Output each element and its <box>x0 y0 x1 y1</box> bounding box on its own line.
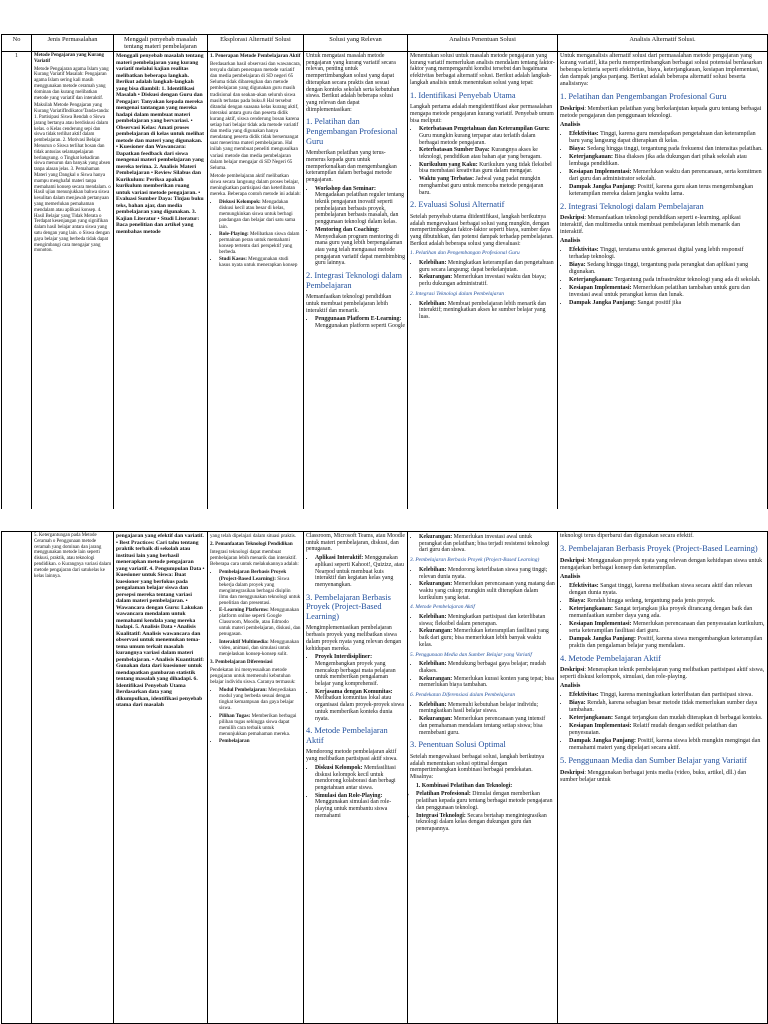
cell-menggali-penyebab <box>114 532 208 1024</box>
list-item <box>419 260 555 273</box>
cell-analisis-alternatif <box>558 532 768 1024</box>
description <box>560 667 765 681</box>
solution-list <box>210 569 301 656</box>
list-item <box>419 581 555 601</box>
section-heading: 1. Pelatihan dan Pengembangan Profesional Guru <box>560 92 727 101</box>
item-text: Membuat pembelajaran lebih menarik dan interaktif; meningkatkan akses ke sumber belajar yang luas. <box>419 300 547 320</box>
item-name: Efektivitas: <box>569 582 599 589</box>
item-text: Bisa diakses jika ada dukungan dari pihak sekolah atau lembaga pendidikan. <box>569 153 747 167</box>
item-name: Kerjasama dengan Komunitas: <box>315 688 393 695</box>
item-name: Keterjangkauan: <box>569 605 613 612</box>
item-text: Sedang hingga tinggi, tergantung pada perangkat dan aplikasi yang digunakan. <box>569 262 749 276</box>
item-text: Memerlukan perencanaan dan penyesuaian kurikulum, serta keterampilan fasilitasi dari guru. <box>569 620 765 634</box>
item-name: Keterbatasan Pengetahuan dan Keterampilan Guru: <box>419 126 550 133</box>
item-text: Positif, karena guru akan terus mengembangkan keterampilan mereka dalam jangka waktu lama. <box>569 183 754 197</box>
solution-paragraph: Integrasi teknologi dapat membuat pembelajaran lebih menarik dan interaktif. Beberapa cara untuk melakukannya adalah: <box>210 549 299 568</box>
section-paragraph: Memberikan pelatihan yang terus-menerus kepada guru untuk memperkenalkan dan mengembangkan keterampilan dalam berbagai metode pengajaran. <box>306 150 397 183</box>
list-item <box>569 715 765 722</box>
item-name: Dampak Jangka Panjang: <box>569 183 637 190</box>
item-text: Meningkatkan partisipasi dan keterlibatan siswa; fleksibel dalam penerapan. <box>419 614 546 627</box>
cell-analisis-penentuan <box>408 532 558 1024</box>
item-name: Dampak Jangka Panjang: <box>569 635 637 642</box>
item-text: Menyediakan program mentoring di mana guru yang lebih berpengalaman atau yang telah menguasai metode pengajaran variatif dapat membimbing guru lainnya. <box>315 233 405 267</box>
item-text: Meningkatkan keterampilan dan pengetahuan guru secara langsung; dapat berkelanjutan. <box>419 260 554 273</box>
section-heading: 2. Evaluasi Solusi Alternatif <box>410 200 505 210</box>
problem-indicators: Maksilah Metode Pengajaran yang Kurang VariatifIndikator/Tanda-tanda: 1. Partisipasi Siswa Rendah o Siswa jarang bertanya atau berdiskusi dalam kelas. o Kelas cenderung sepi dan siswa tidak terlihat aktif dalam pembelajaran. 2. Motivasi Belajar Menurun o Siswa terlihat bosan dan tidak antusias selamapelajaran berlangsung. o Tingkat kehadiran siswa menurun dan banyak yang absen tanpa alasan jelas. 3. Pemahaman Materi yang Dangkal o Siswa hanya mampu menghafal materi tanpa memahami konsep secara mendalam. o Hasil ujian menunjukkan bahwa siswa kesulitan dalam menjawab pertanyaan yang memerlukan pemahaman mendalam atau aplikasi konsep. 4. Hasil Belajar yang Tidak Merata o Terdapat kesenjangan yang signifikan dalam hasil belajar antara siswa yang satu dengan yang lain. o Siswa dengan gaya belajar yang berbeda tidak dapat mengimbangi cara mengajar yang monoton. <box>34 103 111 254</box>
section-heading: 3. Pembelajaran Berbasis Proyek (Project-Based Learning) <box>560 544 758 553</box>
problem-description: Metode Pengajaran agama Islam yang Kurang Variatif Masalah: Pengajaran agama Islam sering kali masih menggunakan metode ceramah yang dominan dan kurang melibatkan metode yang variatif dan interaktif. <box>34 66 109 101</box>
item-name: Mentoring dan Coaching: <box>315 226 380 233</box>
document-page-1 <box>0 34 768 509</box>
criteria-list <box>560 583 765 650</box>
section-paragraph: Mengimplementasikan pembelajaran berbasis proyek yang melibatkan siswa dalam proyek nyata yang relevan dengan kehidupan mereka. <box>306 625 402 652</box>
header-jenis-permasalahan: Jenis Permasalahan <box>32 35 114 52</box>
item-text: Mendukung berbagai gaya belajar; mudah diakses. <box>419 661 546 674</box>
pros-cons-list <box>410 260 555 288</box>
list-item <box>569 692 765 699</box>
relevant-list <box>306 186 405 267</box>
list-item <box>315 765 405 792</box>
list-item <box>315 555 405 589</box>
item-name: Kelebihan: <box>419 566 447 573</box>
alternative-intro: Untuk menganalisis alternatif solusi dari permasalahan metode pengajaran yang kurang variatif, kita perlu mempertimbangkan berbagai solusi potensial berdasarkan beberapa kriteria seperti efektivitas, biaya, keterjangkauan, kesiapan implementasi, dan dampak jangka panjang. Berikut adalah beberapa alternatif solusi beserta analisisnya: <box>560 53 763 87</box>
item-text: Jadwal yang padat mungkin menghambat guru untuk mencoba metode pengajaran baru. <box>419 176 544 196</box>
list-item <box>419 676 555 689</box>
item-name: Keterjangkauan: <box>569 153 613 160</box>
analysis-table-continued <box>1 531 768 1024</box>
list-item <box>315 186 405 226</box>
combination-list <box>410 791 555 832</box>
solution-heading: 2. Pemanfaatan Teknologi Pendidikan <box>210 541 293 548</box>
list-item <box>419 702 555 715</box>
item-name: Modul Pembelajaran: <box>219 687 267 694</box>
section-paragraph: Langkah pertama adalah mengidentifikasi akar permasalahan mengapa metode pengajaran kurang variatif. Penyebab umum bisa meliputi: <box>410 104 554 124</box>
item-text: Positif, karena siswa mengembangkan keterampilan praktis dan pengalaman belajar yang mendalam. <box>569 635 763 649</box>
analysis-label: Analisis <box>560 121 581 128</box>
item-name: Efektivitas: <box>569 692 599 699</box>
description-label: Deskripsi <box>560 105 585 112</box>
item-name: Kekurangan: <box>419 628 453 635</box>
item-name: Kesiapan Implementasi: <box>569 723 632 730</box>
item-text: Memerlukan waktu dan perencanaan, serta komitmen dari guru dan administrator sekolah. <box>569 168 762 182</box>
item-text: Mengadakan pelatihan reguler tentang teknik pengajaran inovatif seperti pembelajaran berbasis proyek, pembelajaran berbasis masalah, dan penggunaan teknologi dalam kelas. <box>315 192 405 226</box>
item-name: Pelatihan Profesional: <box>416 791 471 798</box>
description <box>560 106 765 120</box>
item-text: Sedang hingga tinggi, tergantung pada frekuensi dan intensitas pelatihan. <box>587 145 763 152</box>
cell-solusi-relevan <box>304 532 408 1024</box>
item-text: Kurangnya akses ke teknologi, pendidikan atau bahan ajar yang beragam. <box>419 147 542 161</box>
description-text: : Menerapkan teknik pembelajaran yang melibatkan partisipasi aktif siswa, seperti diskusi kelompok, simulasi, dan role-playing. <box>560 667 765 681</box>
item-text: Melibatkan siswa dalam permainan peran untuk memahami konsep tertentu dari perspektif yang berbeda. <box>219 230 300 255</box>
item-text: Rendah hingga sedang, tergantung pada jenis proyek. <box>587 597 716 604</box>
relevant-list <box>306 765 405 820</box>
item-name: Kekurangan: <box>419 716 453 723</box>
description <box>560 215 765 236</box>
item-name: Proyek Interdisipliner: <box>315 654 373 661</box>
list-item <box>569 621 765 635</box>
description-label: Deskripsi <box>560 215 585 222</box>
item-text: Siswa bekerja dalam proyek yang mengintegrasikan berbagai disiplin ilmu dan menggunakan teknologi untuk penelitian dan presentasi. <box>219 575 301 606</box>
item-name: Efektivitas: <box>569 130 599 137</box>
section-heading: 4. Metode Pembelajaran Aktif <box>306 726 388 745</box>
solution-list <box>210 687 301 744</box>
cell-jenis-permasalahan <box>32 52 114 510</box>
list-item <box>569 285 765 299</box>
subsection-heading: 2. Integrasi Teknologi dalam Pembelajaran <box>410 290 504 297</box>
item-text: Memenuhi kebutuhan belajar individu; meningkatkan hasil belajar siswa. <box>419 701 539 715</box>
list-item <box>419 126 555 146</box>
list-item <box>419 614 555 627</box>
list-item <box>569 700 765 714</box>
criteria-list <box>560 247 765 307</box>
row-number: 1 <box>2 52 32 510</box>
subsection-heading: 1. Pelatihan dan Pengembangan Profesional Guru <box>410 250 520 257</box>
item-name: Kelebihan: <box>419 260 447 267</box>
item-text: Menggunakan studi kasus nyata untuk menerapkan konsep <box>219 256 298 269</box>
description-text: : Menggunakan proyek nyata yang relevan dengan kehidupan siswa untuk mengajarkan berbagai konsep dan keterampilan. <box>560 557 763 571</box>
list-item <box>419 301 555 321</box>
solution-paragraph: Berdasarkan hasil observasi dan wawancara, tersyalu dalam penerapan metode variatif dan media pembelajaran di SD negeri 65 Seluma tidak dibarengkan dan metode pembelajaran yang digunakan guru masih tradisional dan seakan-akan seluruh siswa masih terbatas pada buku.8 Hal tersebut ditandai dengan suasana kelas kurang aktif, interaksi antara guru dan peserta didik kurang aktif, siswa cenderung bosan karena setiap hari belajar tidak ada metode variatif dan media yang digunakan hanya mendatang peserta didik tidak bersemangat saat menerima materi pembelajaran. Hal inilah yang membuat peneliti mengusulkan variasi metode dan media pembelajaran dalam belajar mengajar di SD Negeri 65 Seluma. <box>210 61 301 171</box>
subsection-heading: 6. Pendekatan Diferensiasi dalam Pembelajaran <box>410 692 516 699</box>
solution-heading: 3. Pembelajaran Diferensiasi <box>210 658 273 665</box>
item-name: Kesiapan Implementasi: <box>569 285 632 292</box>
section-paragraph: Mendorong metode pembelajaran aktif yang melibatkan partisipasi aktif siswa. <box>306 749 398 763</box>
list-item <box>569 738 765 752</box>
subsection-heading: 4. Metode Pembelajaran Aktif <box>410 604 475 611</box>
cause-text: pengajaran yang efektif dan variatif. • Best Practices: Cari tahu tentang praktik terbaik di sekolah atau institusi lain yang berhasil menerapkan metode pengajaran yang variatif. 4. Pengumpulan Data • Kuesioner untuk Siswa: Buat kuesioner yang berfokus pada pengalaman belajar siswa dan persepsi mereka tentang variasi dalam materi pembelajaran. • Wawancara dengan Guru: Lakukan wawancara mendalam untuk memahami kendala yang mereka hadapi. 5. Analisis Data • Analisis Kualitatif: Analisis wawancara dan observasi untuk menemukan tema-tema umum terkait masalah kurangnya variasi dalam materi pembelajaran. • Analisis Kuantitatif: Gunakan data dari kuesioner untuk mendapatkan gambaran statistik tentang masalah yang dihadapi. 6. Identifikasi Penyebab Utama Berdasarkan data yang dikumpulkan, identifikasi penyebab utama dari masalah <box>116 533 205 708</box>
item-text: Memerlukan keterampilan fasilitasi yang baik dari guru; bisa memerlukan lebih banyak waktu kelas. <box>419 628 549 648</box>
section-paragraph: teknologi terus diperbarui dan digunakan secara efektif. <box>560 533 694 539</box>
item-text: Memerlukan pelatihan tambahan untuk guru dan investasi awal untuk perangkat keras dan lunak. <box>569 285 750 299</box>
relevant-list <box>306 654 405 722</box>
table-row <box>2 532 768 1024</box>
item-name: Kekurangan: <box>419 675 453 682</box>
item-name: Interaktif Multimedia: <box>219 638 269 645</box>
section-heading: 4. Metode Pembelajaran Aktif <box>560 653 661 663</box>
section-heading: 5. Penggunaan Media dan Sumber Belajar yang Variatif <box>560 756 747 766</box>
section-heading: 3. Penentuan Solusi Optimal <box>410 740 506 750</box>
list-item <box>315 227 405 267</box>
item-text: Tinggi, terutama untuk generasi digital yang lebih responsif terhadap teknologi. <box>569 247 744 261</box>
analysis-label: Analisis <box>560 683 581 690</box>
header-analisis-penentuan: Analisis Penentuan Solusi <box>408 35 558 52</box>
item-name: Kelebihan: <box>419 701 447 708</box>
item-name: Dampak Jangka Panjang: <box>569 300 637 307</box>
item-name: Studi Kasus: <box>219 256 247 262</box>
row-number <box>2 532 32 1024</box>
pros-cons-list <box>410 567 555 602</box>
item-name: E-Learning Platforms: <box>219 607 269 614</box>
item-text: Sangat tinggi, karena melibatkan siswa secara aktif dan relevan dengan dunia nyata. <box>569 582 753 596</box>
item-name: Keterjangkauan: <box>569 277 613 284</box>
item-text: Sangat positif jika <box>637 300 682 307</box>
item-text: Menggunakan platform online seperti Google Classroom, Moodle, atau Edmodo untuk materi pembelajaran, diskusi, dan penugasan. <box>219 607 301 638</box>
list-item <box>416 791 555 811</box>
section-paragraph: Setelah mengevaluasi berbagai solusi, langkah berikutnya adalah menentukan solusi optimal dengan mempertimbangkan kombinasi berbagai pendekatan. Misalnya: <box>410 753 545 780</box>
list-item <box>569 636 765 650</box>
item-name: Kesiapan Implementasi: <box>569 620 632 627</box>
list-item <box>315 316 405 329</box>
solution-list <box>210 199 301 268</box>
header-solusi-relevan: Solusi yang Relevan <box>304 35 408 52</box>
list-item <box>569 583 765 597</box>
list-item <box>315 793 405 820</box>
criteria-list <box>560 692 765 752</box>
cause-text: Menggali penyebab masalah tentang materi pembelajaran yang kurang variatif melalui kajian realitas melibatkan beberapa langkah. Berikut adalah langkah-langkah yang bisa diambil: 1. Identifikasi Masalah • Diskusi dengan Guru dan Pengajar: Tanyakan kepada mereka mengenai tantangan yang mereka hadapi dalam membuat materi pembelajaran yang bervariasi. • Observasi Kelas: Amati proses pembelajaran di kelas untuk melihat metode dan materi yang digunakan. • Kuesioner dan Wawancara: Dapatkan feedback dari siswa mengenai materi pembelajaran yang mereka terima. 2. Analisis Materi Pembelajaran • Review Silabus dan Kurikulum: Periksa apakah kurikulum memberikan ruang untuk variasi metode pengajaran. • Evaluasi Sumber Daya: Tinjau buku teks, bahan ajar, dan media pembelajaran yang digunakan. 3. Kajian Literatur • Studi Literatur: Baca penelitian dan artikel yang membahas metode <box>116 53 204 235</box>
list-item <box>569 184 765 198</box>
item-text: Kurikulum yang tidak fleksibel bisa membatasi kreativitas guru dalam mengajar. <box>419 161 552 175</box>
combination-title: 1. Kombinasi Pelatihan dan Teknologi: <box>416 782 513 789</box>
item-name: Diskusi Kelompok: <box>219 199 261 206</box>
list-item <box>419 628 555 648</box>
list-item <box>569 154 765 168</box>
cell-analisis-alternatif <box>558 52 768 510</box>
section-heading: 3. Pembelajaran Berbasis Proyek (Project-Based Learning) <box>306 592 391 621</box>
item-name: Kurikulum yang Kaku: <box>419 161 478 168</box>
list-item <box>569 277 765 284</box>
description-label: Deskripsi <box>560 557 585 564</box>
item-text: Mengembangkan proyek yang mencakup berbagai mata pelajaran untuk memberikan pengalaman belajar yang komprehensif. <box>315 660 396 688</box>
analysis-label: Analisis <box>560 238 581 245</box>
list-item <box>419 661 555 674</box>
list-item <box>419 147 555 160</box>
section-heading: 1. Identifikasi Penyebab Utama <box>410 90 516 100</box>
table-header-row <box>2 35 768 52</box>
cell-jenis-permasalahan <box>32 532 114 1024</box>
description-text: : Memberikan pelatihan yang berkelanjutan kepada guru tentang berbagai metode pengajaran dan penggunaan teknologi. <box>560 105 762 119</box>
pros-cons-list <box>410 301 555 321</box>
item-name: Kekurangan: <box>419 534 453 540</box>
item-text: Menggunakan video, animasi, dan simulasi untuk menjelaskan konsep-konsep sulit. <box>219 638 300 657</box>
item-name: Penggunaan Platform E-Learning: <box>315 316 402 323</box>
list-item <box>419 176 555 196</box>
item-text: Secara bertahap mengintegrasikan teknologi dalam kelas dengan dukungan guru dan penerapannya. <box>416 812 547 832</box>
item-name: Integrasi Teknologi: <box>416 812 466 819</box>
cell-eksplorasi-solusi <box>208 52 304 510</box>
list-item <box>419 567 555 580</box>
analysis-label: Analisis <box>560 573 581 580</box>
list-item <box>569 300 765 307</box>
item-text: Mengadakan diskusi kecil atau besar di kelas, memungkinkan siswa untuk berbagi pandangan dan belajar dari satu sama lain. <box>219 199 296 230</box>
list-item <box>219 687 301 711</box>
criteria-list <box>560 131 765 198</box>
item-text: Memerlukan perencanaan yang matang dan waktu yang cukup; mungkin sulit diterapkan dalam kurikulum yang ketat. <box>419 581 555 601</box>
solution-paragraph: yang telah dipelajari dalam situasi praktis. <box>210 533 297 539</box>
item-name: Pilihan Tugas: <box>219 712 251 719</box>
cell-solusi-relevan <box>304 52 408 510</box>
header-menggali-penyebab: Menggali penyebab masalah tentang materi pembelajaran <box>114 35 208 52</box>
item-name: Keterjangkauan: <box>569 715 613 722</box>
item-text: Sangat terjangkau jika proyek dirancang dengan baik dan memanfaatkan sumber daya yang ada. <box>569 605 753 619</box>
description <box>560 770 765 784</box>
list-item <box>219 199 301 229</box>
section-paragraph: Memanfaatkan teknologi pendidikan untuk membuat pembelajaran lebih interaktif dan menarik. <box>306 294 392 314</box>
cell-eksplorasi-solusi <box>208 532 304 1024</box>
list-item <box>569 598 765 605</box>
item-name: Kelebihan: <box>419 300 447 307</box>
item-text: Menggunakan aplikasi seperti Kahoot!, Quizizz, atau Nearpod untuk membuat kuis interaktif dan kegiatan kelas yang menyenangkan. <box>315 555 404 588</box>
item-name: Kesiapan Implementasi: <box>569 168 632 175</box>
list-item <box>315 689 405 723</box>
pros-cons-list <box>410 614 555 649</box>
item-name: Role-Playing: <box>219 230 249 237</box>
item-name: Workshop dan Seminar: <box>315 185 376 192</box>
analysis-table <box>1 34 768 509</box>
item-name: Kekurangan: <box>419 581 453 588</box>
description-label: Deskripsi <box>560 769 585 776</box>
solution-paragraph: Metode pembelajaran aktif melibatkan siswa secara langsung dalam proses belajar, meningkatkan partisipasi dan keterlibatan mereka. Beberapa contoh metode ini adalah: <box>210 172 301 198</box>
list-item <box>569 606 765 620</box>
item-name: Biaya: <box>569 262 586 269</box>
solution-heading: 1. Penerapan Metode Pembelajaran Aktif <box>210 53 301 59</box>
item-text: Relatif mudah dengan sedikit pelatihan dan penyesuaian. <box>569 723 738 737</box>
cell-menggali-penyebab <box>114 52 208 510</box>
list-item <box>219 713 301 737</box>
item-name: Kelebihan: <box>419 614 447 621</box>
solution-paragraph: Pendekatan ini menyesuaikan metode pengajaran untuk memenuhi kebutuhan belajar individu siswa. Caranya termasuk: <box>210 666 296 686</box>
item-text: Melibatkan komunitas lokal atau organisasi dalam proyek-proyek siswa untuk memberikan konteks dunia nyata. <box>315 695 404 722</box>
header-eksplorasi-solusi: Eksplorasi Alternatif Solusi <box>208 35 304 52</box>
relevant-list <box>306 316 405 329</box>
problem-title: Metode Pengajaran yang Kurang Variatif <box>34 53 104 64</box>
list-item <box>419 162 555 175</box>
item-text: Menyediakan modul yang berbeda sesuai dengan tingkat kemampuan dan gaya belajar siswa. <box>219 687 296 712</box>
description-text: : Memanfaatkan teknologi pendidikan seperti e-learning, aplikasi interaktif, dan multimedia untuk membuat pembelajaran lebih menarik dan interaktif. <box>560 215 741 236</box>
list-item <box>219 639 301 657</box>
item-name: Kekurangan: <box>419 274 453 281</box>
list-item <box>219 231 301 255</box>
item-text: Positif, karena siswa lebih mungkin mengingat dan memahami materi yang dipelajari secara aktif. <box>569 738 761 752</box>
list-item <box>569 169 765 183</box>
item-text: Memerlukan investasi awal untuk perangkat dan pelatihan; bisa terjadi resistensi teknologi dari guru dan siswa. <box>419 534 550 554</box>
pros-cons-list <box>410 534 555 554</box>
description <box>560 558 765 572</box>
section-heading: 2. Integrasi Teknologi dalam Pembelajaran <box>306 271 403 290</box>
pros-cons-list <box>410 702 555 737</box>
item-name: Aplikasi Interaktif: <box>315 555 364 562</box>
item-text: Tinggi, karena guru mendapatkan pengetahuan dan keterampilan baru yang langsung dapat diterapkan di kelas. <box>569 130 756 144</box>
analysis-intro: Menentukan solusi untuk masalah metode pengajaran yang kurang variatif memerlukan analisis mendalam tentang faktor-faktor yang mempengaruhi kondisi tersebut dan bagaimana efektivitas berbagai alternatif solusi. Berikut adalah langkah-langkah analisis untuk menentukan solusi yang tepat: <box>410 53 555 86</box>
subsection-heading: 3. Pembelajaran Berbasis Proyek (Project-Based Learning) <box>410 557 540 564</box>
item-text: Memberikan berbagai pilihan tugas sehingga siswa dapat memilih cara terbaik untuk menunjukkan pemahaman mereka. <box>219 712 297 737</box>
item-text: Tinggi, karena meningkatkan keterlibatan dan partisipasi siswa. <box>600 692 753 699</box>
section-heading: 1. Pelatihan dan Pengembangan Profesional Guru <box>306 117 398 146</box>
list-item <box>416 813 555 833</box>
subsection-heading: 5. Penggunaan Media dan Sumber Belajar yang Variatif <box>410 651 532 658</box>
section-paragraph: Classroom, Microsoft Teams, atau Moodle untuk materi pembelajaran, diskusi, dan penugasan. <box>306 533 405 553</box>
list-item <box>219 607 301 637</box>
item-name: Biaya: <box>569 700 586 707</box>
list-item <box>569 262 765 276</box>
description-text: : Menggunakan berbagai jenis media (video, buku, artikel, dll.) dan sumber belajar untuk <box>560 769 747 783</box>
header-no: No <box>2 35 32 52</box>
item-text: Memerlukan investasi waktu dan biaya; perlu dukungan administratif. <box>419 274 547 288</box>
item-text: Memerlukan kurasi konten yang tepat; bisa memerlukan biaya tambahan. <box>419 675 554 689</box>
page-gap <box>0 509 768 531</box>
item-text: Sangat terjangkau dan mudah diterapkan di berbagai konteks. <box>614 715 763 722</box>
pros-cons-list <box>410 661 555 689</box>
item-text: Mendorong keterlibatan siswa yang tinggi; relevan dunia nyata. <box>419 566 548 580</box>
cell-analisis-penentuan <box>408 52 558 510</box>
item-name: Pembelajaran <box>219 737 250 744</box>
list-item <box>419 716 555 736</box>
list-item <box>419 274 555 287</box>
item-name: Biaya: <box>569 597 586 604</box>
relevant-intro: Untuk mengatasi masalah metode pengajaran yang kurang variatif secara relevan, penting untuk mempertimbangkan solusi yang dapat diterapkan secara praktis dan sesuai dengan konteks sekolah serta kebutuhan siswa. Berikut adalah beberapa solusi yang relevan dan dapat diimplementasikan: <box>306 53 400 113</box>
item-text: Rendah, karena sebagian besar metode tidak memerlukan sumber daya tambahan. <box>569 700 758 714</box>
item-name: Efektivitas: <box>569 247 599 254</box>
item-name: Kelebihan: <box>419 661 447 668</box>
list-item <box>219 569 301 606</box>
item-name: Biaya: <box>569 145 586 152</box>
list-item <box>569 146 765 153</box>
section-paragraph: Setelah penyebab utama diidentifikasi, langkah berikutnya adalah mengevaluasi berbagai solusi yang mungkin, dengan mempertimbangkan faktor-faktor seperti biaya, sumber daya yang dibutuhkan, dan potensi dampak terhadap pembelajaran. Berikut adalah beberapa solusi yang dievaluasi: <box>410 213 554 247</box>
cause-list <box>410 126 555 196</box>
list-item <box>569 723 765 737</box>
header-analisis-alternatif: Analisis Alternatif Solusi. <box>558 35 768 52</box>
item-name: Simulasi dan Role-Playing: <box>315 792 383 799</box>
problem-indicators: 5. Ketergantungan pada Metode Ceramah o Penggunaan metode ceramah yang dominan dan jarang menggunakan metode lain seperti diskusi, praktik, atau teknologi pendidikan. o Kurangnya variasi dalam metode pengajaran dari satukelas ke kelas lainnya. <box>34 533 112 579</box>
item-text: Memerlukan perencanaan yang intensif dan pemahaman mendalam tentang setiap siswa; bisa membebani guru. <box>419 716 546 736</box>
item-name: Keterbatasan Sumber Daya: <box>419 147 490 154</box>
item-name: Waktu yang Terbatas: <box>419 176 475 183</box>
list-item <box>569 131 765 145</box>
list-item <box>219 738 301 744</box>
item-text: Tergantung pada infrastruktur teknologi yang ada di sekolah. <box>614 277 761 284</box>
item-text: Menggunakan simulasi dan role-playing untuk membantu siswa memahami <box>315 799 392 819</box>
item-name: Diskusi Kelompok: <box>315 764 363 771</box>
list-item <box>315 654 405 688</box>
item-name: Dampak Jangka Panjang: <box>569 738 637 745</box>
table-row <box>2 52 768 510</box>
section-heading: 2. Integrasi Teknologi dalam Pembelajaran <box>560 201 704 211</box>
relevant-list <box>306 555 405 589</box>
list-item <box>569 247 765 261</box>
item-name: Pembelajaran Berbasis Proyek (Project-Based Learning): <box>219 569 287 582</box>
item-text: Memfasilitasi diskusi kelompok kecil untuk mendorong kolaborasi dan berbagi pengetahuan antar siswa. <box>315 764 396 791</box>
document-page-2 <box>0 531 768 1024</box>
list-item <box>419 534 555 554</box>
description-label: Deskripsi <box>560 667 585 674</box>
item-text: Menggunakan platform seperti Google <box>315 323 405 330</box>
item-text: Guru mungkin kurang terpapar atau terlatih dalam berbagai metode pengajaran. <box>419 132 536 146</box>
item-text: Dimulai dengan memberikan pelatihan kepada guru tentang berbagai metode pengajaran dan penggunaan teknologi. <box>416 791 553 811</box>
list-item <box>219 256 301 268</box>
